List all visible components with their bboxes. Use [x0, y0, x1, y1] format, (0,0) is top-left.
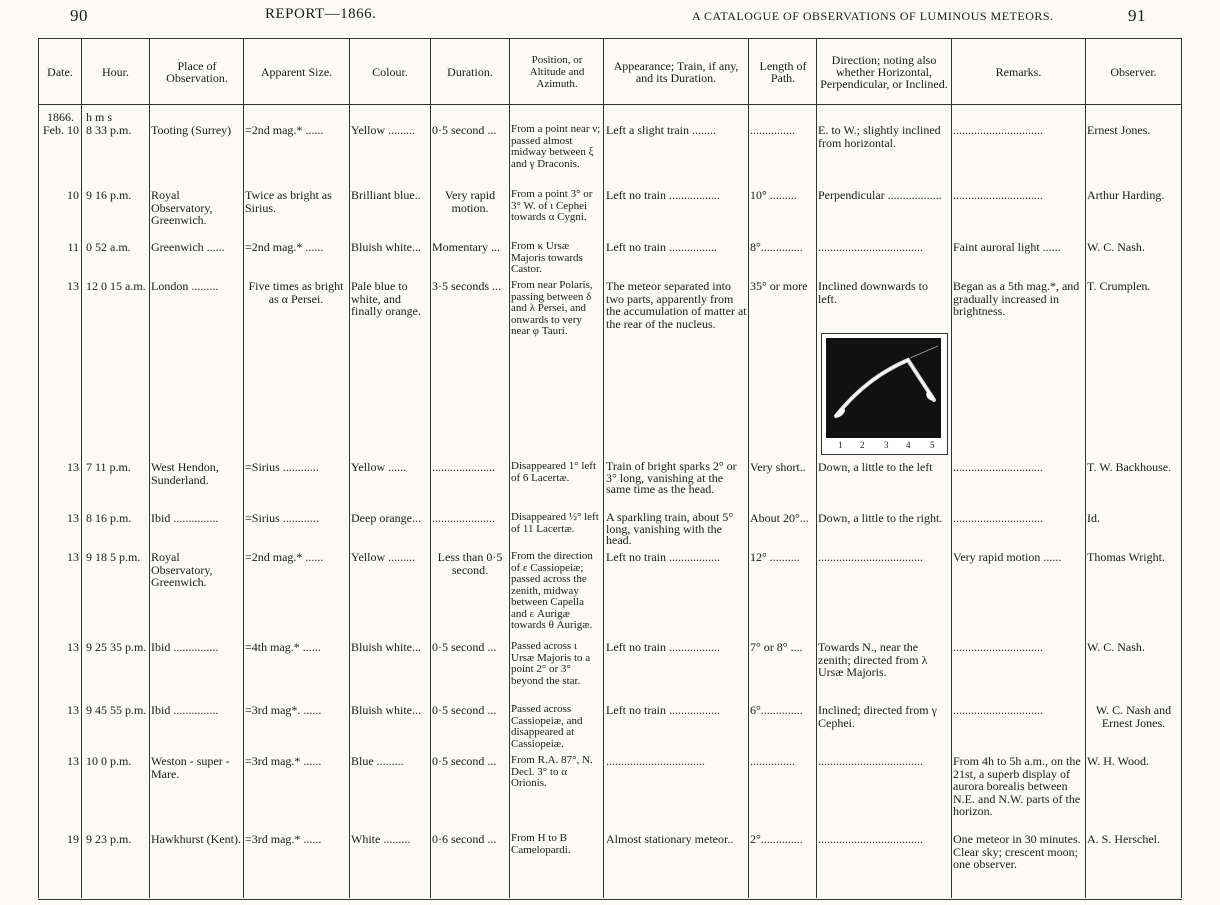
table-cell-duration: 0·6 second ... [432, 832, 497, 846]
table-cell-hour: 10 0 p.m. [86, 754, 132, 768]
scale-label: 5 [930, 440, 935, 450]
table-cell-size: =3rd mag*. ...... [245, 703, 322, 717]
table-cell-appearance: Left no train ................. [606, 703, 720, 717]
header-direction: Direction; noting also whether Horizontal, Perpendicular, or Inclined. [820, 53, 948, 91]
left-running-head: REPORT—1866. [265, 6, 377, 22]
column-rule [243, 38, 244, 898]
left-page-number: 90 [70, 6, 88, 25]
scale-label: 4 [906, 440, 911, 450]
header-place: Place of Observation. [166, 59, 228, 85]
scale-label: 2 [860, 440, 865, 450]
column-rule [1181, 38, 1182, 898]
table-cell-place: Ibid ............... [151, 640, 219, 654]
table-cell-hour: 8 16 p.m. [86, 511, 132, 525]
table-cell-colour: Yellow ...... [351, 460, 407, 474]
table-cell-appearance: A sparkling train, about 5° long, vanishing with the head. [606, 510, 734, 547]
table-cell-date: 13 [67, 640, 79, 654]
table-cell-duration: Less than 0·5 second. [437, 550, 503, 577]
table-cell-remarks: One meteor in 30 minutes. Clear sky; crescent moon; one observer. [953, 832, 1081, 871]
table-cell-size: =2nd mag.* ...... [245, 123, 324, 137]
table-cell-date: 10 [67, 188, 79, 202]
header-date: Date. [47, 65, 73, 79]
column-rule [349, 38, 350, 898]
table-cell-appearance: Left no train ................ [606, 240, 717, 254]
table-cell-hour: 9 16 p.m. [86, 188, 132, 202]
table-cell-observer: W. C. Nash and Ernest Jones. [1095, 703, 1172, 730]
table-cell-observer: W. H. Wood. [1087, 754, 1150, 768]
table-cell-direction: Down, a little to the left [818, 460, 933, 474]
table-cell-remarks: .............................. [953, 640, 1043, 654]
table-cell-appearance: Left a slight train ........ [606, 123, 716, 137]
year-label: 1866. [47, 110, 74, 124]
table-cell-remarks: .............................. [953, 703, 1043, 717]
table-cell-direction: Inclined downwards to left. [818, 279, 928, 306]
table-cell-position: From H to B Camelopardi. [511, 832, 571, 856]
table-cell-date: 13 [67, 754, 79, 768]
table-cell-length: About 20°... [750, 511, 809, 525]
table-cell-date: 11 [67, 240, 79, 254]
table-cell-duration: ..................... [432, 511, 495, 525]
table-cell-colour: Bluish white... [351, 703, 422, 717]
table-cell-place: Greenwich ...... [151, 240, 225, 254]
column-rule [748, 38, 749, 898]
column-rule [816, 38, 817, 898]
header-hour: Hour. [102, 65, 129, 79]
table-cell-observer: Arthur Harding. [1087, 188, 1165, 202]
table-cell-remarks: .............................. [953, 123, 1043, 137]
table-cell-date: 13 [67, 550, 79, 564]
table-cell-observer: A. S. Herschel. [1087, 832, 1160, 846]
table-cell-duration: 3·5 seconds ... [432, 279, 501, 293]
table-cell-date: 19 [67, 832, 79, 846]
page-gutter-rule [603, 38, 604, 898]
table-cell-place: Royal Observatory, Greenwich. [151, 188, 213, 227]
table-cell-position: From R.A. 87°, N. Decl. 3° to α Orionis. [511, 754, 593, 789]
table-cell-place: Hawkhurst (Kent). [151, 832, 241, 846]
table-cell-observer: Ernest Jones. [1087, 123, 1151, 137]
table-cell-observer: W. C. Nash. [1087, 640, 1145, 654]
table-cell-size: =Sirius ............ [245, 460, 319, 474]
table-cell-length: ............... [750, 123, 795, 137]
table-cell-colour: Yellow ......... [351, 550, 416, 564]
table-cell-direction: Inclined; directed from γ Cephei. [818, 703, 937, 730]
table-cell-size: =3rd mag.* ...... [245, 832, 322, 846]
table-cell-remarks: From 4h to 5h a.m., on the 21st, a superb display of aurora borealis between N.E. and N.W. parts of the horizon. [953, 754, 1081, 818]
table-cell-size: =Sirius ............ [245, 511, 319, 525]
table-cell-hour: 7 11 p.m. [86, 460, 131, 474]
table-cell-length: 10° ......... [750, 188, 797, 202]
table-cell-observer: T. W. Backhouse. [1087, 460, 1172, 474]
table-cell-direction: ................................... [818, 240, 923, 254]
scale-label: 3 [884, 440, 889, 450]
table-cell-appearance: Left no train ................. [606, 640, 720, 654]
table-cell-date: 13 [67, 703, 79, 717]
table-cell-duration: 0·5 second ... [432, 703, 497, 717]
right-page-number: 91 [1128, 6, 1146, 25]
table-cell-direction: ................................... [818, 550, 923, 564]
table-cell-remarks: .............................. [953, 460, 1043, 474]
table-cell-hour: 9 25 35 p.m. [86, 640, 147, 654]
table-cell-duration: Very rapid motion. [444, 188, 496, 215]
table-cell-colour: Blue ......... [351, 754, 404, 768]
table-cell-appearance: Left no train ................. [606, 550, 720, 564]
table-cell-observer: Id. [1087, 511, 1100, 525]
table-cell-direction: Down, a little to the right. [818, 511, 943, 525]
table-cell-place: Royal Observatory, Greenwich. [151, 550, 213, 589]
table-cell-date: Feb. 10 [43, 123, 79, 137]
table-cell-remarks: .............................. [953, 188, 1043, 202]
table-cell-size: Twice as bright as Sirius. [245, 188, 332, 215]
table-cell-duration: 0·5 second ... [432, 754, 497, 768]
table-cell-appearance: Train of bright sparks 2° or 3° long, vanishing at the same time as the head. [606, 459, 737, 496]
table-cell-colour: Pale blue to white, and finally orange. [351, 279, 421, 318]
table-cell-position: Passed across ι Ursæ Majoris to a point 2° or 3° beyond the star. [511, 640, 591, 687]
table-cell-date: 13 [67, 511, 79, 525]
header-position: Position, or Altitude and Azimuth. [529, 54, 585, 90]
table-cell-size: Five times as bright as α Persei. [248, 279, 344, 306]
column-rule [1085, 38, 1086, 898]
table-cell-duration: Momentary ... [432, 240, 500, 254]
table-cell-length: 8°.............. [750, 240, 803, 254]
column-rule [81, 38, 82, 898]
table-cell-position: Passed across Cassiopeiæ, and disappeared at Cassiopeiæ. [511, 703, 583, 750]
table-cell-size: =4th mag.* ...... [245, 640, 321, 654]
table-cell-length: ............... [750, 754, 795, 768]
table-cell-direction: ................................... [818, 754, 923, 768]
figure-scale [826, 440, 941, 450]
table-cell-hour: 9 23 p.m. [86, 832, 132, 846]
right-running-head: A CATALOGUE OF OBSERVATIONS OF LUMINOUS METEORS. [692, 9, 1054, 23]
table-cell-direction: Towards N., near the zenith; directed from λ Ursæ Majoris. [818, 640, 928, 679]
table-cell-position: From near Polaris, passing between δ and λ Persei, and onwards to very near φ Tauri. [511, 279, 593, 337]
column-rule [509, 38, 510, 898]
column-rule [38, 38, 39, 898]
table-cell-size: =3rd mag.* ...... [245, 754, 322, 768]
header-rule [38, 104, 1182, 105]
header-length: Length of Path. [759, 59, 807, 85]
table-cell-date: 13 [67, 279, 79, 293]
header-duration: Duration. [447, 65, 493, 79]
table-cell-hour: 8 33 p.m. [86, 123, 132, 137]
header-observer: Observer. [1110, 65, 1157, 79]
table-cell-remarks: Began as a 5th mag.*, and gradually increased in brightness. [953, 279, 1080, 318]
table-cell-remarks: Very rapid motion ...... [953, 550, 1062, 564]
table-cell-hour: 12 0 15 a.m. [86, 279, 146, 293]
table-cell-length: 2°.............. [750, 832, 803, 846]
table-cell-appearance: ................................. [606, 754, 705, 768]
table-cell-length: 35° or more [750, 279, 808, 293]
table-cell-length: 6°.............. [750, 703, 803, 717]
table-cell-colour: Deep orange... [351, 511, 421, 525]
table-cell-appearance: The meteor separated into two parts, apparently from the accumulation of matter at the rear of the nucleus. [606, 279, 747, 331]
column-rule [149, 38, 150, 898]
table-cell-remarks: Faint auroral light ...... [953, 240, 1061, 254]
table-cell-position: From a point near ν; passed almost midway between ξ and γ Draconis. [511, 123, 601, 170]
table-cell-observer: W. C. Nash. [1087, 240, 1145, 254]
header-colour: Colour. [372, 65, 408, 79]
table-cell-direction: ................................... [818, 832, 923, 846]
table-cell-size: =2nd mag.* ...... [245, 550, 324, 564]
table-cell-length: 12° .......... [750, 550, 800, 564]
table-cell-hour: 9 45 55 p.m. [86, 703, 147, 717]
column-rule [951, 38, 952, 898]
table-cell-colour: Bluish white... [351, 640, 422, 654]
table-cell-appearance: Almost stationary meteor.. [606, 832, 734, 846]
column-rule [430, 38, 431, 898]
table-cell-position: From a point 3° or 3° W. of ι Cephei towards α Cygni. [511, 188, 593, 223]
table-cell-duration: ..................... [432, 460, 495, 474]
meteor-figure [821, 333, 948, 455]
table-cell-place: Ibid ............... [151, 703, 219, 717]
table-cell-direction: E. to W.; slightly inclined from horizontal. [818, 123, 941, 150]
scale-label: 1 [838, 440, 843, 450]
table-cell-observer: T. Crumplen. [1087, 279, 1151, 293]
table-cell-observer: Thomas Wright. [1087, 550, 1165, 564]
table-cell-place: Weston - super - Mare. [151, 754, 230, 781]
table-cell-position: From the direction of ε Cassiopeiæ; passed across the zenith, midway between Capella and ε Aurigæ towards θ Aurigæ. [511, 550, 593, 631]
table-cell-place: West Hendon, Sunderland. [151, 460, 219, 487]
table-cell-position: Disappeared 1° left of 6 Lacertæ. [511, 460, 597, 484]
table-cell-place: London ......... [151, 279, 219, 293]
table-cell-place: Tooting (Surrey) [151, 123, 232, 137]
table-cell-hour: 0 52 a.m. [86, 240, 131, 254]
table-cell-length: 7° or 8° .... [750, 640, 803, 654]
table-cell-position: From κ Ursæ Majoris towards Castor. [511, 240, 583, 275]
table-cell-size: =2nd mag.* ...... [245, 240, 324, 254]
meteor-trail-icon [826, 338, 941, 438]
table-cell-colour: White ......... [351, 832, 411, 846]
table-cell-colour: Yellow ......... [351, 123, 416, 137]
meteor-drawing [826, 338, 941, 438]
table-cell-place: Ibid ............... [151, 511, 219, 525]
table-cell-date: 13 [67, 460, 79, 474]
header-appearance: Appearance; Train, if any, and its Duration. [613, 59, 739, 85]
time-units-label: h m s [86, 110, 113, 124]
table-cell-length: Very short.. [750, 460, 806, 474]
table-cell-duration: 0·5 second ... [432, 640, 497, 654]
table-cell-appearance: Left no train ................. [606, 188, 720, 202]
table-cell-hour: 9 18 5 p.m. [86, 550, 141, 564]
table-cell-position: Disappeared ½° left of 11 Lacertæ. [511, 511, 599, 535]
table-cell-direction: Perpendicular .................. [818, 188, 942, 202]
header-size: Apparent Size. [260, 65, 333, 79]
table-cell-colour: Bluish white... [351, 240, 422, 254]
table-cell-remarks: .............................. [953, 511, 1043, 525]
header-remarks: Remarks. [995, 65, 1042, 79]
table-cell-duration: 0·5 second ... [432, 123, 497, 137]
table-cell-colour: Brilliant blue.. [351, 188, 421, 202]
